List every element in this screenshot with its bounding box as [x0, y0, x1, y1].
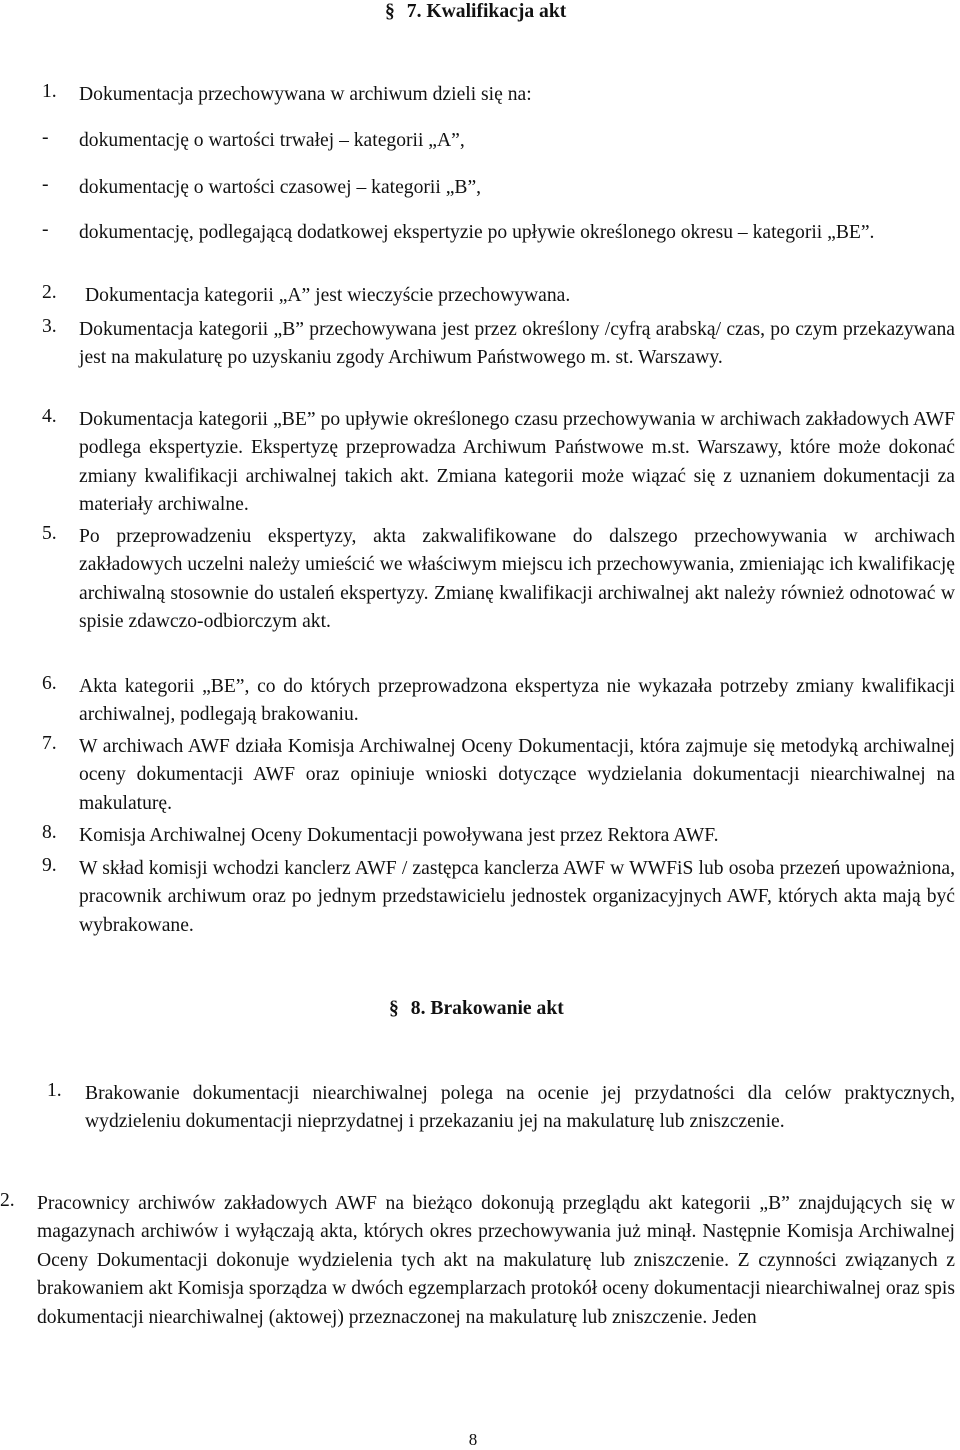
section-7-paragraph-mark: § [385, 1, 395, 22]
item-text: Po przeprowadzeniu ekspertyzy, akta zakwalifikowane do dalszego przechowywania w archiwach zakładowych uczelni należy umieścić we właściwym miejscu ich przechowywania, zmieniając ich kwalifikację archiwalną stosownie do ustaleń ekspertyzy. Zmianę kwalifikacji archiwalnej akt należy również odnotować w spisie zdawczo-odbiorczym akt. [79, 526, 955, 633]
section-8-heading [389, 997, 564, 1021]
item-text: Pracownicy archiwów zakładowych AWF na bieżąco dokonują przeglądu akt kategorii „B” znajdujących się w magazynach archiwów i wyłączają akta, których okres przechowywania już minął. Następnie Komisja Archiwalnej Oceny Dokumentacji dokonuje wydzielenia tych akt na makulaturę lub zniszczenie. Z czynności związanych z brakowaniem akt Komisja sporządza w dwóch egzemplarzach protokół oceny dokumentacji niearchiwalnej oraz spis dokumentacji niearchiwalnej (aktowej) przeznaczonej na makulaturę lub zniszczenie. Jeden [37, 1193, 955, 1328]
item-number: 2. [0, 1190, 15, 1211]
dash-marker: - [42, 219, 49, 240]
item-text: W skład komisji wchodzi kanclerz AWF / zastępca kanclerza AWF w WWFiS lub osoba przezeń upoważniona, pracownik archiwum oraz po jednym przedstawicielu jednostek organizacyjnych AWF, których akta mają być wybrakowane. [79, 858, 955, 936]
item-text: Dokumentacja kategorii „BE” po upływie określonego czasu przechowywania w archiwach zakładowych AWF podlega ekspertyzie. Ekspertyzę przeprowadza Archiwum Państwowe m.st. Warszawy, które może dokonać zmiany kwalifikacji archiwalnej takich akt. Zmiana kategorii może wiązać się z uznaniem dokumentacji za materiały archiwalne. [79, 409, 955, 516]
section-8-paragraph-mark: § [389, 998, 399, 1019]
item-text: dokumentację o wartości trwałej – kategorii „A”, [79, 130, 465, 151]
item-number: 8. [42, 822, 57, 843]
item-text: W archiwach AWF działa Komisja Archiwalnej Oceny Dokumentacji, która zajmuje się metodyką archiwalnej oceny dokumentacji AWF oraz opiniuje wnioski dotyczące wydzielania dokumentacji niearchiwalnej na makulaturę. [79, 736, 955, 814]
item-text: dokumentację, podlegającą dodatkowej ekspertyzie po upływie określonego okresu – kategorii „BE”. [79, 222, 875, 243]
dash-marker: - [42, 174, 49, 195]
item-text: Komisja Archiwalnej Oceny Dokumentacji powoływana jest przez Rektora AWF. [79, 825, 719, 846]
item-text: Akta kategorii „BE”, co do których przeprowadzona ekspertyza nie wykazała potrzeby zmiany kwalifikacji archiwalnej, podlegają brakowaniu. [79, 676, 955, 726]
section-7-title: 7. Kwalifikacja akt [406, 1, 567, 22]
page-number: 8 [468, 1430, 478, 1449]
section-8-title: 8. Brakowanie akt [410, 998, 564, 1019]
item-number: 9. [42, 855, 57, 876]
item-text: Dokumentacja kategorii „B” przechowywana jest przez określony /cyfrą arabską/ czas, po czym przekazywana jest na makulaturę po uzyskaniu zgody Archiwum Państwowego m. st. Warszawy. [79, 319, 955, 369]
item-number: 3. [42, 316, 57, 337]
item-number: 2. [42, 282, 57, 303]
dash-marker: - [42, 127, 49, 148]
item-number: 1. [42, 81, 57, 102]
item-text: dokumentację o wartości czasowej – kategorii „B”, [79, 177, 482, 198]
item-text: Dokumentacja przechowywana w archiwum dzieli się na: [79, 84, 532, 105]
item-number: 7. [42, 733, 57, 754]
item-text: Brakowanie dokumentacji niearchiwalnej polega na ocenie jej przydatności dla celów praktycznych, wydzieleniu dokumentacji nieprzydatnej i przekazaniu jej na makulaturę lub zniszczenie. [85, 1083, 955, 1133]
section-7-heading [385, 0, 566, 24]
item-number: 4. [42, 406, 57, 427]
item-number: 1. [47, 1080, 62, 1101]
item-text: Dokumentacja kategorii „A” jest wieczyście przechowywana. [85, 285, 571, 306]
item-number: 6. [42, 673, 57, 694]
item-number: 5. [42, 523, 57, 544]
